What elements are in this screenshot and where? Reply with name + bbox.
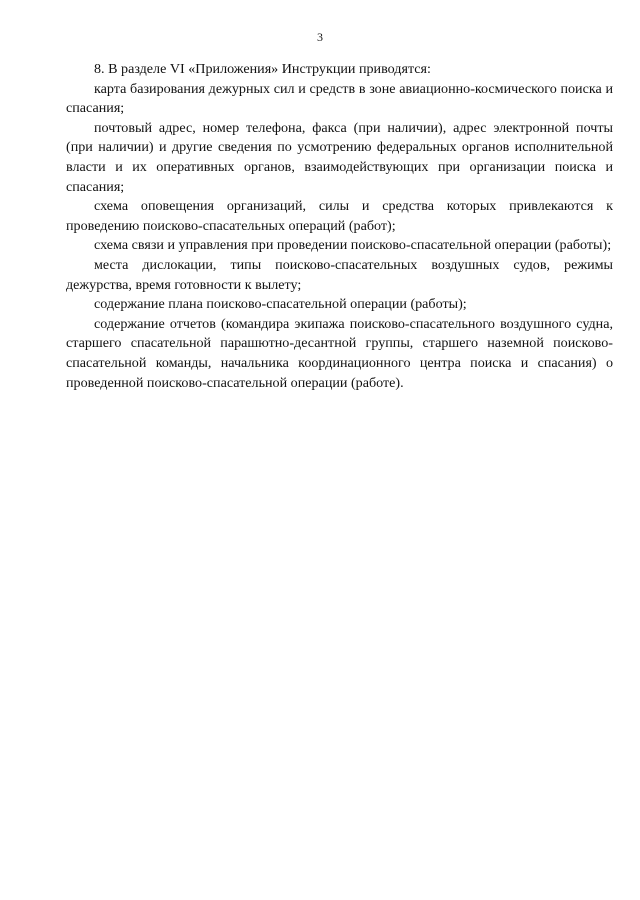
list-item-communication-scheme: схема связи и управления при проведении поисково-спасательной операции (работы); bbox=[94, 237, 612, 254]
list-item-notification-scheme: схема оповещения организаций, силы и средства которых привлекаются к проведению поисково-спасательных операций (работ); bbox=[66, 198, 613, 234]
section-8-heading: 8. В разделе VI «Приложения» Инструкции приводятся: bbox=[94, 61, 431, 77]
list-item-basing-map: карта базирования дежурных сил и средств в зоне авиационно-космического поиска и спасания; bbox=[66, 80, 613, 117]
page-number: 3 bbox=[317, 30, 323, 44]
section-8-body bbox=[66, 60, 613, 393]
list-item-contact-details: почтовый адрес, номер телефона, факса (при наличии), адрес электронной почты (при наличии) и другие сведения по усмотрению федеральных органов исполнительной власти и их оперативных органов, взаимодействующих при организации поиска и спасания; bbox=[66, 119, 613, 195]
list-item-operation-plan: содержание плана поисково-спасательной операции (работы); bbox=[94, 296, 467, 313]
list-item-deployment-locations: места дислокации, типы поисково-спасательных воздушных судов, режимы дежурства, время готовности к вылету; bbox=[66, 256, 613, 293]
list-item-reports: содержание отчетов (командира экипажа поисково-спасательного воздушного судна, старшего спасательной парашютно-десантной группы, старшего наземной поисково-спасательной команды, начальника координационного центра поиска и спасания) о проведенной поисково-спасательной операции (работе). bbox=[66, 315, 613, 391]
